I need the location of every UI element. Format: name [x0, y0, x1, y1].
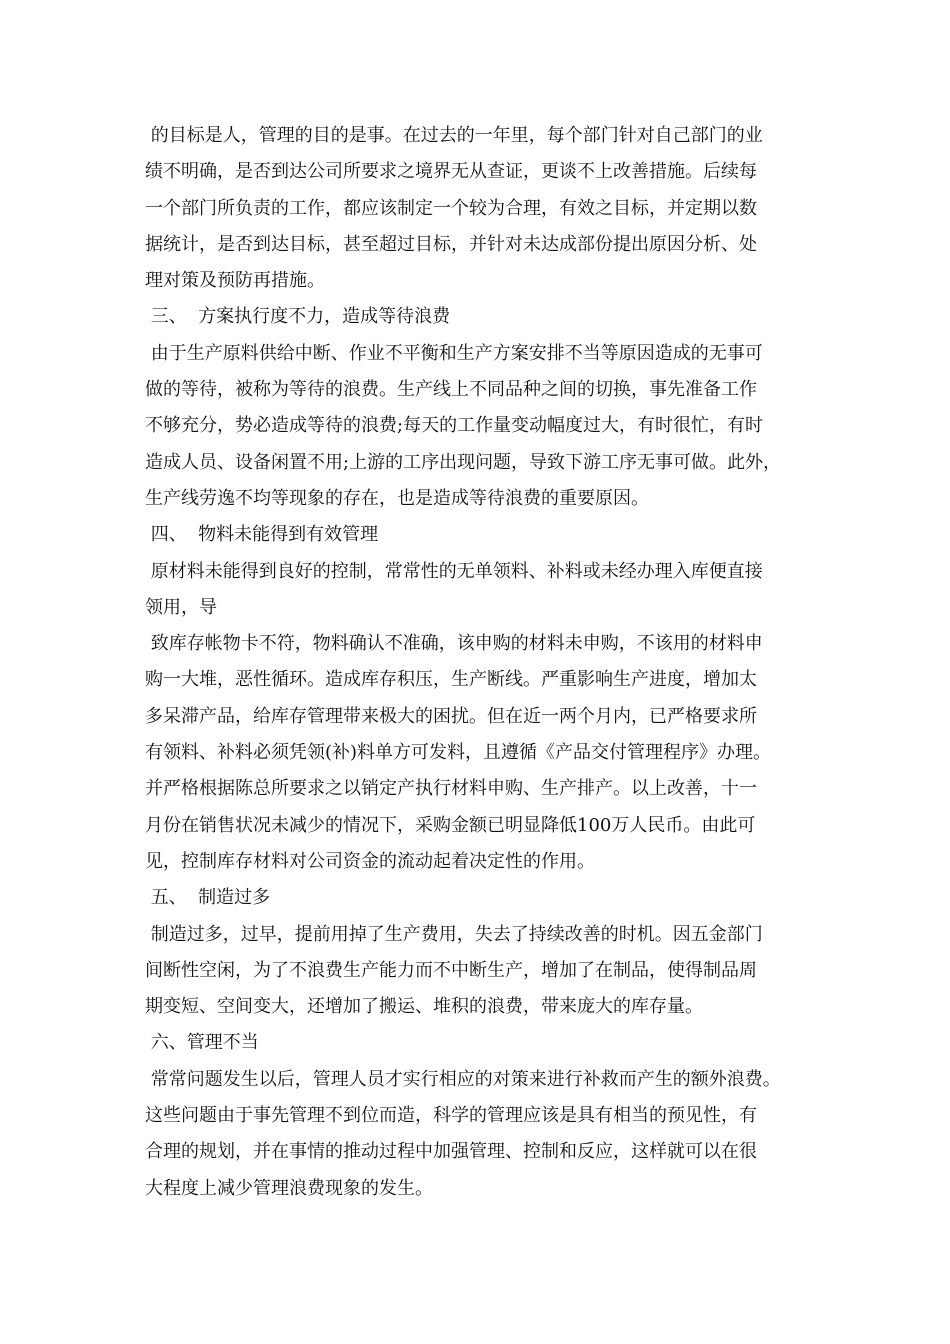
text-line: 不够充分，势必造成等待的浪费;每天的工作量变动幅度过大，有时很忙，有时 [145, 415, 764, 437]
section-heading: 四、 物料未能得到有效管理 [145, 524, 379, 546]
text-line: 并严格根据陈总所要求之以销定产执行材料申购、生产排产。以上改善，十一 [145, 778, 757, 800]
text-line: 由于生产原料供给中断、作业不平衡和生产方案安排不当等原因造成的无事可 [145, 342, 763, 364]
text-line: 有领料、补料必须凭领(补)料单方可发料，且遵循《产品交付管理程序》办理。 [145, 742, 772, 764]
text-line: 致库存帐物卡不符，物料确认不准确，该申购的材料未申购，不该用的材料申 [145, 633, 763, 655]
section-heading: 三、 方案执行度不力，造成等待浪费 [145, 306, 451, 328]
text-line: 一个部门所负责的工作，都应该制定一个较为合理，有效之目标，并定期以数 [145, 197, 757, 219]
text-line: 原材料未能得到良好的控制，常常性的无单领料、补料或未经办理入库便直接 [145, 560, 763, 582]
text-line: 大程度上减少管理浪费现象的发生。 [145, 1177, 433, 1199]
text-line: 造成人员、设备闲置不用;上游的工序出现问题，导致下游工序无事可做。此外， [145, 451, 782, 473]
section-heading: 六、管理不当 [145, 1032, 259, 1054]
text-line: 见，控制库存材料对公司资金的流动起着决定性的作用。 [145, 850, 595, 872]
section-heading: 五、 制造过多 [145, 887, 271, 909]
text-line: 据统计，是否到达目标，甚至超过目标，并针对未达成部份提出原因分析、处 [145, 233, 757, 255]
text-line: 这些问题由于事先管理不到位而造，科学的管理应该是具有相当的预见性，有 [145, 1105, 757, 1127]
text-line: 绩不明确，是否到达公司所要求之境界无从查证，更谈不上改善措施。后续每 [145, 161, 757, 183]
text-line: 合理的规划，并在事情的推动过程中加强管理、控制和反应，这样就可以在很 [145, 1141, 757, 1163]
text-line: 理对策及预防再措施。 [145, 270, 325, 292]
text-line: 购一大堆，恶性循环。造成库存积压，生产断线。严重影响生产进度，增加太 [145, 669, 757, 691]
text-line: 生产线劳逸不均等现象的存在，也是造成等待浪费的重要原因。 [145, 487, 649, 509]
text-line: 制造过多，过早，提前用掉了生产费用，失去了持续改善的时机。因五金部门 [145, 923, 763, 945]
text-line: 多呆滞产品，给库存管理带来极大的困扰。但在近一两个月内，已严格要求所 [145, 705, 757, 727]
text-line: 领用，导 [145, 596, 217, 618]
document-body [145, 118, 835, 1207]
text-line: 期变短、空间变大，还增加了搬运、堆积的浪费，带来庞大的库存量。 [145, 996, 703, 1018]
text-line: 月份在销售状况未减少的情况下，采购金额已明显降低100万人民币。由此可 [145, 814, 756, 836]
text-line: 间断性空闲，为了不浪费生产能力而不中断生产，增加了在制品，使得制品周 [145, 959, 757, 981]
text-line: 做的等待，被称为等待的浪费。生产线上不同品种之间的切换，事先准备工作 [145, 379, 757, 401]
text-line: 常常问题发生以后，管理人员才实行相应的对策来进行补救而产生的额外浪费。 [145, 1068, 781, 1090]
text-line: 的目标是人，管理的目的是事。在过去的一年里，每个部门针对自己部门的业 [145, 125, 763, 146]
